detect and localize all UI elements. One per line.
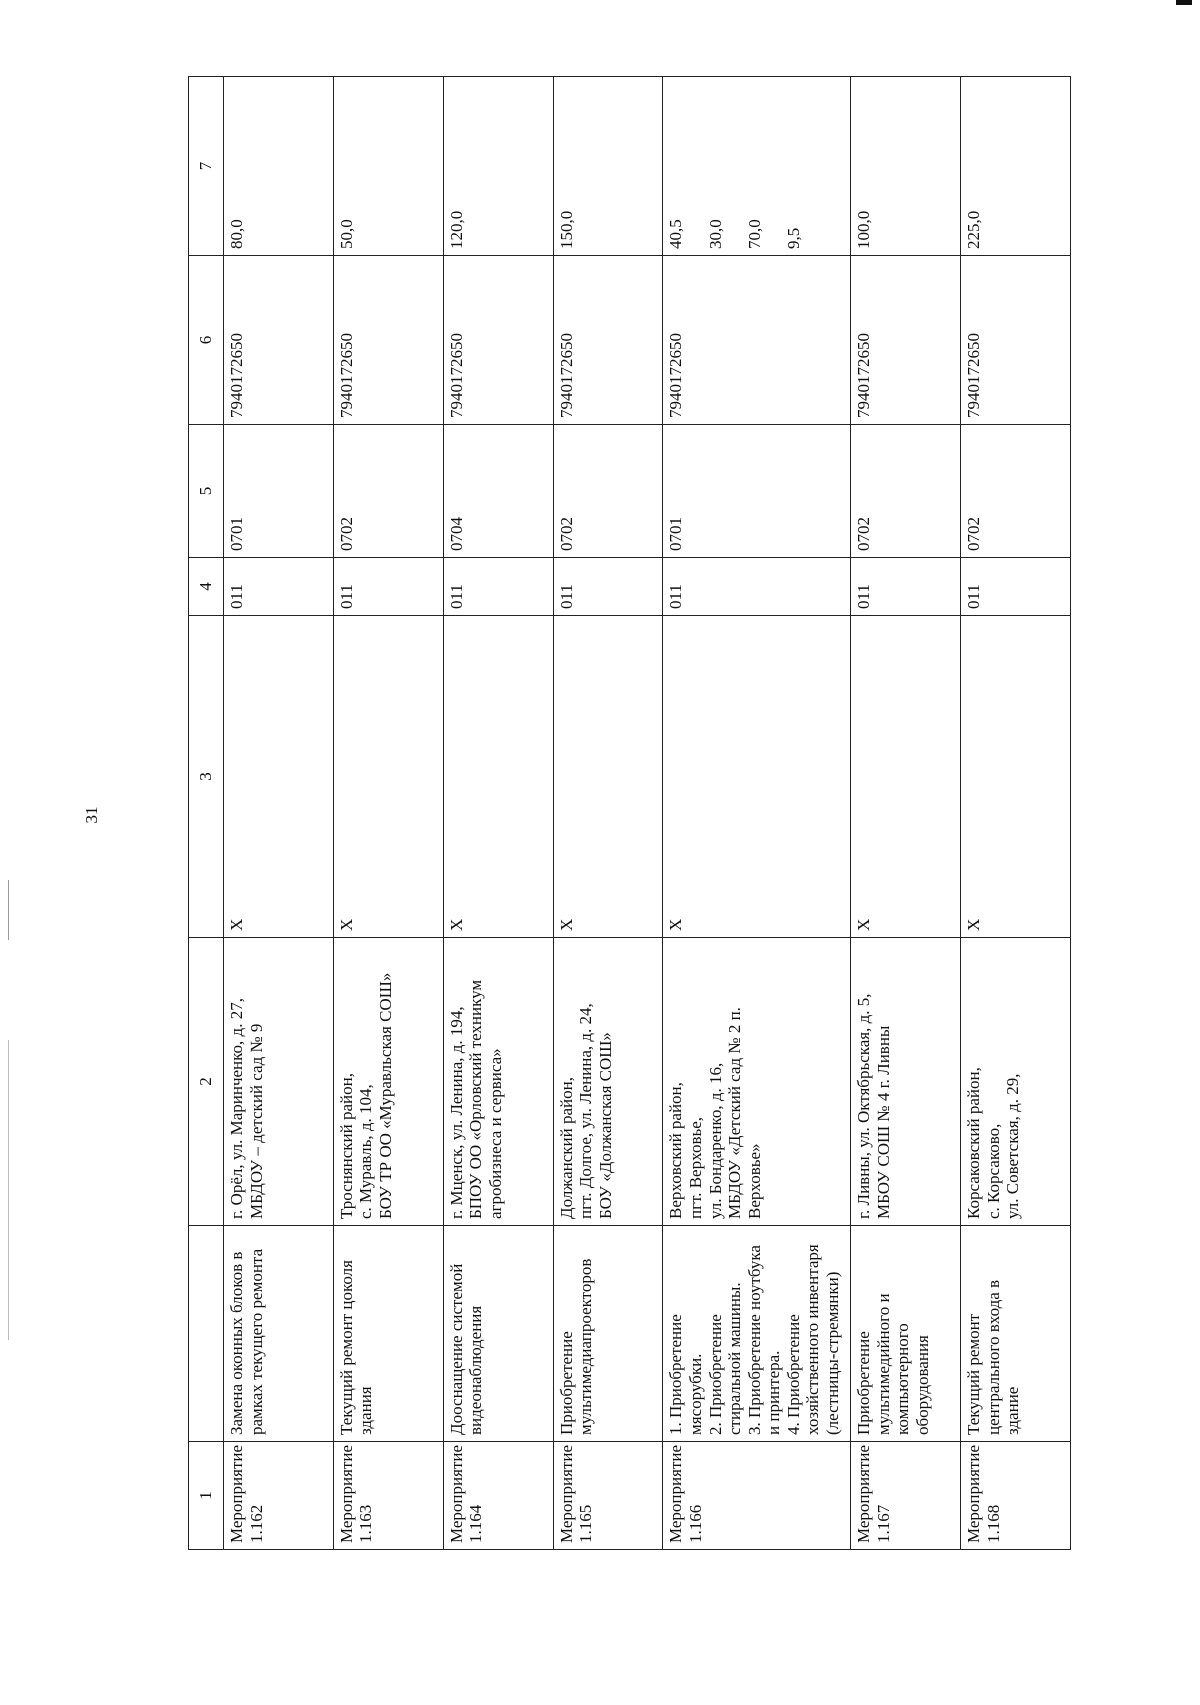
description-cell: Текущий ремонт цоколя здания: [333, 1226, 443, 1442]
table-row: [224, 77, 334, 1550]
amount-cell: 80,0: [224, 77, 334, 256]
address-cell: Троснянский район, с. Муравль, д. 104, БОУ ТР ОО «Муравльская СОШ»: [333, 938, 443, 1226]
scan-artifact: [8, 1040, 9, 1340]
description-cell: 1. Приобретение мясорубки. 2. Приобретение стиральной машины. 3. Приобретение ноутбука и принтера. 4. Приобретение хозяйственного инвентаря (лестницы-стремянки): [663, 1226, 851, 1442]
event-cell: Мероприятие 1.162: [224, 1442, 334, 1550]
event-cell: Мероприятие 1.164: [443, 1442, 553, 1550]
description-cell: Замена оконных блоков в рамках текущего ремонта: [224, 1226, 334, 1442]
address-cell: Верховский район, пгт. Верховье, ул. Бондаренко, д. 16, МБДОУ «Детский сад № 2 п. Верховье»: [663, 938, 851, 1226]
code5-cell: 0702: [961, 425, 1071, 558]
table-row: [663, 77, 851, 1550]
code5-cell: 0702: [851, 425, 961, 558]
code4-cell: 011: [443, 558, 553, 616]
code4-cell: 011: [961, 558, 1071, 616]
event-cell: Мероприятие 1.167: [851, 1442, 961, 1550]
table-row: [553, 77, 663, 1550]
table-row: [443, 77, 553, 1550]
description-cell: Приобретение мультимедийного и компьютерного оборудования: [851, 1226, 961, 1442]
description-cell: Текущий ремонт центрального входа в здание: [961, 1226, 1071, 1442]
amount-cell: 225,0: [961, 77, 1071, 256]
mark-cell: Х: [443, 616, 553, 938]
header-cell: 2: [189, 938, 224, 1226]
scan-artifact: [8, 880, 9, 940]
mark-cell: Х: [851, 616, 961, 938]
event-cell: Мероприятие 1.165: [553, 1442, 663, 1550]
code6-cell: 7940172650: [553, 256, 663, 425]
address-cell: г. Мценск, ул. Ленина, д. 194, БПОУ ОО «Орловский техникум агробизнеса и сервиса»: [443, 938, 553, 1226]
header-row: [189, 77, 224, 1550]
code5-cell: 0704: [443, 425, 553, 558]
code4-cell: 011: [553, 558, 663, 616]
code4-cell: 011: [663, 558, 851, 616]
code5-cell: 0702: [333, 425, 443, 558]
code4-cell: 011: [333, 558, 443, 616]
description-cell: Приобретение мультимедиапроекторов: [553, 1226, 663, 1442]
code5-cell: 0702: [553, 425, 663, 558]
table-row: [851, 77, 961, 1550]
table-row: [333, 77, 443, 1550]
code4-cell: 011: [224, 558, 334, 616]
header-cell-blank: [189, 1226, 224, 1442]
code6-cell: 7940172650: [333, 256, 443, 425]
code5-cell: 0701: [224, 425, 334, 558]
description-cell: Дооснащение системой видеонаблюдения: [443, 1226, 553, 1442]
address-cell: Корсаковский район, с. Корсаково, ул. Советская, д. 29,: [961, 938, 1071, 1226]
header-cell: 1: [189, 1442, 224, 1550]
header-cell: 6: [189, 256, 224, 425]
mark-cell: Х: [553, 616, 663, 938]
code6-cell: 7940172650: [224, 256, 334, 425]
mark-cell: Х: [224, 616, 334, 938]
header-cell: 3: [189, 616, 224, 938]
mark-cell: Х: [333, 616, 443, 938]
mark-cell: Х: [663, 616, 851, 938]
amount-cell: 50,0: [333, 77, 443, 256]
code4-cell: 011: [851, 558, 961, 616]
address-cell: Должанский район, пгт. Долгое, ул. Ленина, д. 24, БОУ «Должанская СОШ»: [553, 938, 663, 1226]
address-cell: г. Ливны, ул. Октябрьская, д. 5, МБОУ СОШ № 4 г. Ливны: [851, 938, 961, 1226]
event-cell: Мероприятие 1.168: [961, 1442, 1071, 1550]
event-cell: Мероприятие 1.163: [333, 1442, 443, 1550]
code6-cell: 7940172650: [851, 256, 961, 425]
event-cell: Мероприятие 1.166: [663, 1442, 851, 1550]
address-cell: г. Орёл, ул. Маринченко, д. 27, МБДОУ – детский сад № 9: [224, 938, 334, 1226]
events-table: [188, 76, 1071, 1550]
code5-cell: 0701: [663, 425, 851, 558]
code6-cell: 7940172650: [663, 256, 851, 425]
header-cell: 4: [189, 558, 224, 616]
table-row: [961, 77, 1071, 1550]
scan-edge-mark: [1176, 0, 1192, 5]
amount-cell: 150,0: [553, 77, 663, 256]
header-cell: 5: [189, 425, 224, 558]
header-cell: 7: [189, 77, 224, 256]
code6-cell: 7940172650: [443, 256, 553, 425]
amount-cell: 40,5 30,0 70,0 9,5: [663, 77, 851, 256]
code6-cell: 7940172650: [961, 256, 1071, 425]
table-container: [188, 77, 1071, 1550]
page-number: 31: [82, 806, 101, 824]
amount-cell: 100,0: [851, 77, 961, 256]
mark-cell: Х: [961, 616, 1071, 938]
amount-cell: 120,0: [443, 77, 553, 256]
